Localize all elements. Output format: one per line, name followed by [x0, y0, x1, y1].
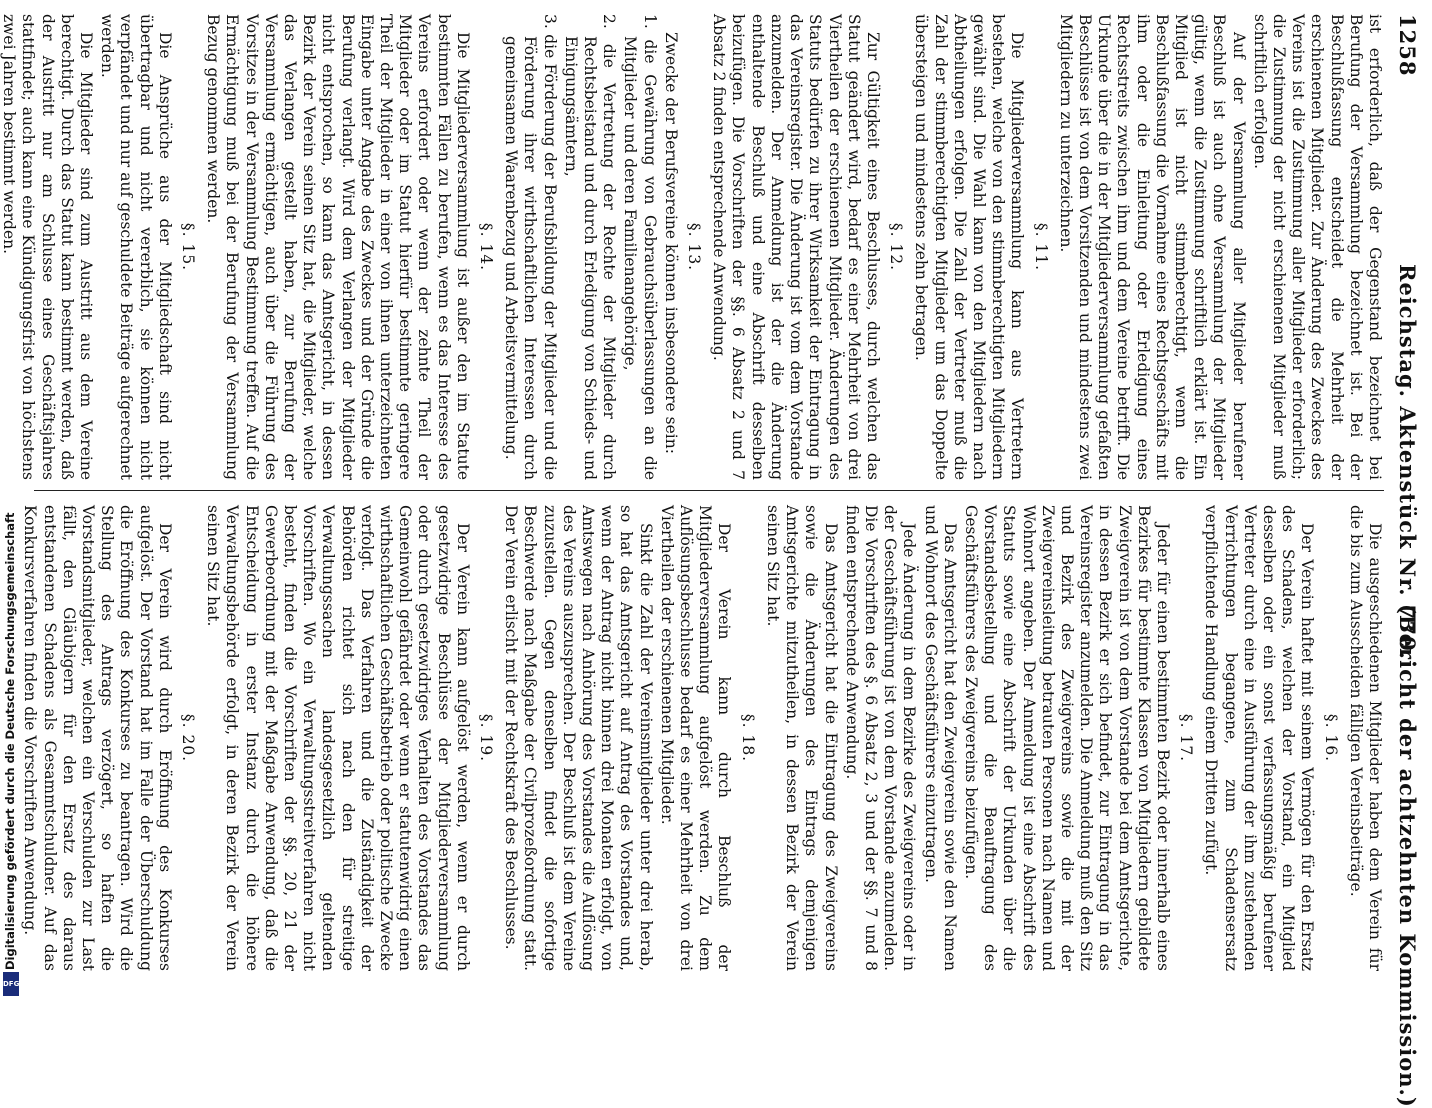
- paragraph: Die Ansprüche aus der Mitgliedschaft sind nicht übertragbar und nicht vererblich, sie können nicht verpfändet und nur auf geschuldete Beiträge aufgerechnet werden.: [98, 14, 174, 480]
- section-heading: §. 17.: [1177, 713, 1196, 763]
- paragraph: Der Verein kann aufgelöst werden, wenn er durch gesetzwidrige Beschlüsse der Mitgliederversammlung oder durch gesetzwidriges Verhalten des Vorstandes das Gemeinwohl gefährdet oder wenn er statutenwidrig einen wirthschaftlichen Geschäftsbetrieb oder politische Zwecke verfolgt. Das Verfahren und die Zuständigkeit der Behörden richtet sich nach den für streitige Verwaltungssachen landesgesetzlich geltenden Vorschriften. Wo ein Verwaltungsstreitverfahren nicht besteht, finden die Vorschriften der §§. 20, 21 der Gewerbeordnung mit der Maßgabe Anwendung, daß die Entscheidung in erster Instanz durch die höhere Verwaltungsbehörde erfolgt, in deren Bezirk der Verein seinen Sitz hat.: [204, 505, 472, 971]
- right-column: [21, 505, 1384, 971]
- paragraph: Jede Änderung in dem Bezirke des Zweigvereins oder in der Geschäftsführung ist von dem Vorstande anzumelden. Die Vorschriften des §. 6 Absatz 2, 3 und der §§. 7 und 8 finden entsprechende Anwendung.: [842, 505, 919, 971]
- section-heading: §. 19.: [477, 713, 496, 763]
- paragraph: Der Verein wird durch Eröffnung des Konkurses aufgelöst. Der Vorstand hat im Falle der Überschuldung die Eröffnung des Konkurses zu beantragen. Wird die Stellung des Antrags verzögert, so haften die Vorstandsmitglieder, welchen ein Verschulden zur Last fällt, den Gläubigern für den Ersatz des daraus entstandenen Schadens als Gesammtschuldner. Auf das Konkursverfahren finden die Vorschriften Anwendung.: [21, 505, 174, 971]
- section-heading: §. 20.: [179, 713, 198, 763]
- paragraph: Das Amtsgericht hat die Eintragung des Zweigvereins sowie die Änderungen des Eintrags demjenigen Amtsgerichte mitzutheilen, in dessen Bezirk der Verein seinen Sitz hat.: [763, 505, 840, 971]
- section-heading: §. 12.: [887, 222, 906, 272]
- column-divider: [34, 490, 1384, 491]
- paragraph: Sinkt die Zahl der Vereinsmitglieder unter drei herab, so hat das Amtsgericht auf Antrag des Vorstandes und, wenn der Antrag nicht binnen drei Monaten erfolgt, von Amtswegen nach Anhörung des Vorstandes die Auflösung des Vereins auszusprechen. Der Beschluß ist dem Vereine zuzustellen. Gegen denselben findet die sofortige Beschwerde nach Maßgabe der Civilprozeßordnung statt. Der Verein erlischt mit der Rechtskraft des Beschlusses.: [502, 505, 655, 971]
- left-column: [0, 14, 1384, 480]
- paragraph: Jeder für einen bestimmten Bezirk oder innerhalb eines Bezirkes für bestimmte Klassen von Mitgliedern gebildete Zweigverein ist von dem Vorstande bei dem Amtsgerichte, in dessen Bezirk er sich befindet, zur Eintragung in das Vereinsregister anzumelden. Die Anmeldung muß den Sitz und Bezirk des Zweigvereins sowie die mit der Zweigvereinsleitung betrauten Personen nach Namen und Wohnort angeben. Der Anmeldung ist eine Abschrift des Statuts sowie eine Abschrift der Urkunden über die Vorstandsbestellung und die Beauftragung des Geschäftsführers des Zweigvereins beizufügen.: [961, 505, 1172, 971]
- digitization-watermark: [0, 0, 22, 1000]
- paragraph: Die Mitglieder sind zum Austritt aus dem Vereine berechtigt. Durch das Statut kann bestimmt werden, daß der Austritt nur am Schlusse eines Geschäftsjahres stattfindet; auch kann eine Kündigungsfrist von höchstens zwei Jahren bestimmt werden.: [0, 14, 95, 480]
- page-header: [1390, 14, 1420, 1108]
- watermark-text: Digitalisierung gefördert durch die Deutsche Forschungsgemeinschaft: [3, 512, 17, 970]
- paragraph: Das Amtsgericht hat den Zweigverein sowie den Namen und Wohnort des Geschäftsführers einzutragen.: [921, 505, 959, 971]
- page-title: Reichstag. Aktenstück Nr. 770.: [1395, 264, 1420, 660]
- section-heading: §. 18.: [738, 713, 757, 763]
- section-heading: §. 14.: [477, 222, 496, 272]
- paragraph: Der Verein haftet mit seinem Vermögen für den Ersatz des Schadens, welchen der Vorstand, ein Mitglied desselben oder ein sonst verfassungsmäßig berufener Vertreter durch eine in Ausführung der ihm zustehenden Verrichtungen begangene, zum Schadensersatz verpflichtende Handlung einem Dritten zufügt.: [1202, 505, 1317, 971]
- list-item: 1. die Gewährung von Gebrauchsüberlassungen an die Mitglieder und deren Familienangehörige,: [621, 14, 659, 480]
- page-number: 1258: [1395, 14, 1420, 77]
- paragraph: Die ausgeschiedenen Mitglieder haben dem Verein für die bis zum Ausscheiden fälligen Vereinsbeiträge.: [1346, 505, 1384, 971]
- paragraph: Zur Gültigkeit eines Beschlusses, durch welchen das Statut geändert wird, bedarf es einer Mehrheit von drei Viertheilen der erschienenen Mitglieder. Änderungen des Statuts bedürfen zu ihrer Wirksamkeit der Eintragung in das Vereinsregister. Die Änderung ist vom dem Vorstande anzumelden. Der Anmeldung ist der die Änderung enthaltende Beschluß und eine Abschrift desselben beizufügen. Die Vorschriften der §§. 6 Absatz 2 und 7 Absatz 2 finden entsprechende Anwendung.: [710, 14, 882, 480]
- section-heading: §. 13.: [685, 222, 704, 272]
- paragraph: Auf der Versammlung aller Mitglieder berufener Beschluß ist auch ohne Versammlung der Mitglieder gültig, wenn die Zustimmung schriftlich erklärt ist. Ein Mitglied ist nicht stimmberechtigt, wenn die Beschlußfassung die Vornahme eines Rechtsgeschäfts mit ihm oder die Einleitung oder Erledigung eines Rechtsstreits zwischen ihm und dem Vereine betrifft. Die Urkunde über die in der Mitgliederversammlung gefaßten Beschlüsse ist von dem Vorsitzenden und mindestens zwei Mitgliedern zu unterzeichnen.: [1056, 14, 1248, 480]
- paragraph: Zwecke der Berufsvereine können insbesondere sein:: [661, 32, 680, 454]
- section-heading: §. 11.: [1031, 222, 1050, 272]
- section-heading: §. 16.: [1321, 713, 1340, 763]
- paragraph: Die Mitgliederversammlung kann aus Vertretern bestehen, welche von den stimmberechtigten Mitgliedern gewählt sind. Die Wahl kann von den Mitgliedern nach Abtheilungen erfolgen. Die Zahl der Vertreter muß die Zahl der stimmberechtigten Mitglieder um das Doppelte übersteigen und mindestens zehn betragen.: [912, 14, 1027, 480]
- dfg-logo-icon: DFG: [3, 972, 19, 996]
- page-subtitle: (Bericht der achtzehnten Kommission.): [1395, 604, 1420, 1108]
- paragraph: Die Mitgliederversammlung ist außer den im Statute bestimmten Fällen zu berufen, wenn es das Interesse des Vereins erfordert oder wenn der zehnte Theil der Mitglieder oder im Statut hierfür bestimmte geringere Theil der Mitglieder in einer von ihnen unterzeichneten Eingabe unter Angabe des Zweckes und der Gründe die Berufung verlangt. Wird dem Verlangen der Mitglieder nicht entsprochen, so kann das Amtsgericht, in dessen Bezirk der Verein seinen Sitz hat, die Mitglieder, welche das Verlangen gestellt haben, zur Berufung der Versammlung ermächtigen, auch über die Führung des Vorsitzes in der Versammlung Bestimmung treffen. Auf die Ermächtigung muß bei der Berufung der Versammlung Bezug genommen werden.: [204, 14, 472, 480]
- list-item: 2. die Vertretung der Rechte der Mitglieder durch Rechtsbeistand und durch Erledigung von Schieds- und Einigungsämtern,: [561, 14, 619, 480]
- paragraph: ist erforderlich, daß der Gegenstand bezeichnet bei Berufung der Versammlung bezeichnet ist. Bei der Beschlußfassung entscheidet die Mehrheit der erschienenen Mitglieder. Zur Änderung des Zweckes des Vereins ist die Zustimmung aller Mitglieder erforderlich; die Zustimmung der nicht erschienenen Mitglieder muß schriftlich erfolgen.: [1250, 14, 1384, 480]
- section-heading: §. 15.: [179, 222, 198, 272]
- list-item: 3. die Förderung der Berufsbildung der Mitglieder und die Förderung ihrer wirthschaftlichen Interessen durch gemeinsamen Waarenbezug und Arbeitsvermittelung.: [502, 14, 559, 480]
- paragraph: Der Verein kann durch Beschluß der Mitgliederversammlung aufgelöst werden. Zu dem Auflösungsbeschlusse bedarf es einer Mehrheit von drei Viertheilen der erschienenen Mitglieder.: [657, 505, 734, 971]
